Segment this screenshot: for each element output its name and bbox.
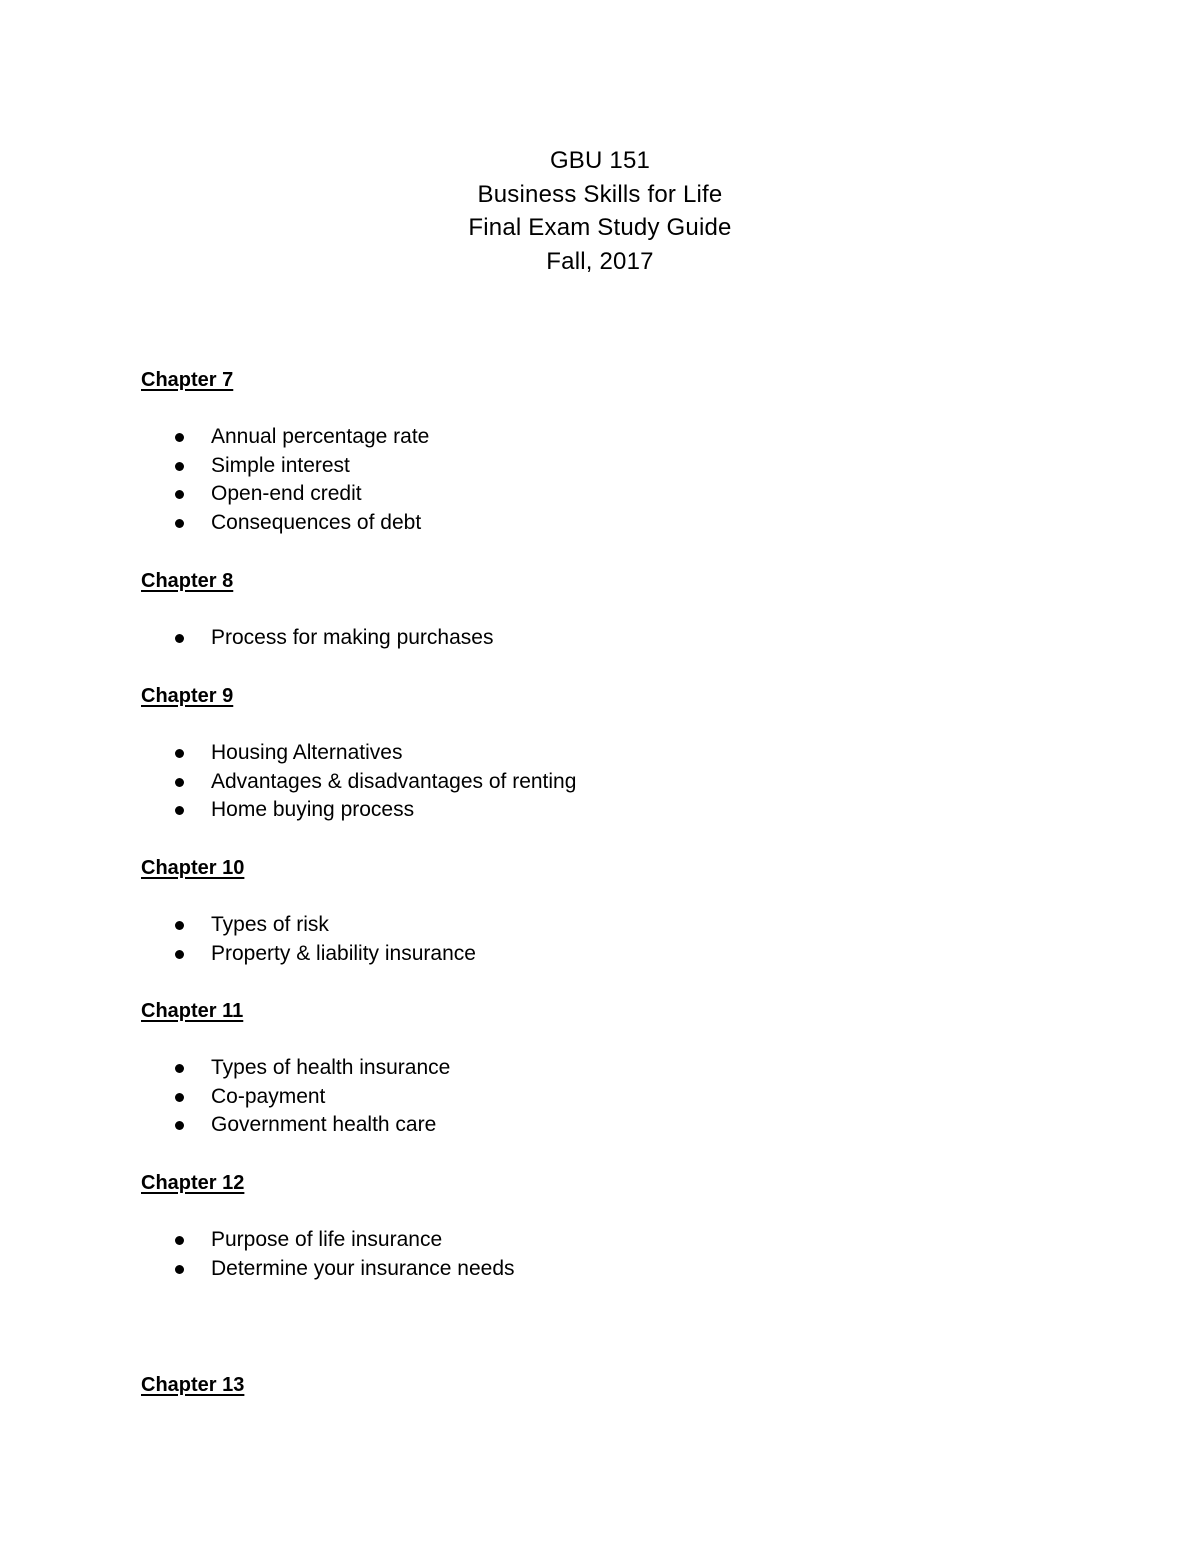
list-item-label: Open-end credit [211, 482, 362, 505]
list-item [141, 1054, 1041, 1083]
bullet-icon [175, 1236, 184, 1245]
topic-list [141, 1054, 1041, 1140]
list-item [141, 796, 1041, 825]
list-item [141, 1255, 1041, 1284]
bullet-icon [175, 634, 184, 643]
list-item-label: Property & liability insurance [211, 941, 476, 965]
course-code: GBU 151 [549, 147, 651, 174]
title-block [0, 144, 1200, 278]
list-item [141, 940, 1041, 969]
chapter-heading: Chapter 13 [141, 1374, 245, 1396]
bullet-icon [175, 519, 184, 528]
chapter-section [141, 567, 1041, 653]
bullet-icon [175, 1265, 184, 1274]
list-item-label: Determine your insurance needs [211, 1256, 515, 1280]
bullet-icon [175, 433, 184, 442]
chapter-heading: Chapter 11 [141, 1000, 244, 1022]
topic-list [141, 739, 1041, 825]
list-item-label: Consequences of debt [211, 510, 422, 534]
list-item [141, 509, 1041, 538]
list-item-label: Purpose of life insurance [211, 1228, 443, 1251]
list-item [141, 480, 1041, 509]
list-item-label: Advantages & disadvantages of renting [211, 769, 577, 793]
list-item [141, 624, 1041, 653]
term: Fall, 2017 [546, 247, 654, 275]
list-item [141, 911, 1041, 940]
list-item-label: Annual percentage rate [211, 425, 430, 448]
list-item [141, 1083, 1041, 1112]
list-item-label: Co-payment [211, 1084, 326, 1108]
chapter-section [141, 997, 1041, 1140]
chapter-heading: Chapter 9 [141, 685, 234, 707]
topic-list [141, 911, 1041, 968]
chapter-section [141, 682, 1041, 825]
bullet-icon [175, 921, 184, 930]
chapter-heading: Chapter 7 [141, 369, 234, 391]
list-item [141, 452, 1041, 481]
list-item [141, 739, 1041, 768]
chapter-section [141, 1371, 1041, 1399]
topic-list [141, 423, 1041, 537]
bullet-icon [175, 778, 184, 787]
chapter-section [141, 854, 1041, 968]
course-name: Business Skills for Life [477, 180, 723, 208]
chapter-heading: Chapter 12 [141, 1172, 245, 1194]
list-item [141, 1111, 1041, 1140]
list-item-label: Simple interest [211, 453, 350, 477]
list-item-label: Government health care [211, 1113, 437, 1136]
list-item [141, 768, 1041, 797]
chapter-section [141, 366, 1041, 537]
bullet-icon [175, 1093, 184, 1102]
chapter-heading: Chapter 10 [141, 857, 245, 879]
document-title: Final Exam Study Guide [468, 214, 732, 241]
chapter-section [141, 1169, 1041, 1283]
bullet-icon [175, 1121, 184, 1130]
bullet-icon [175, 806, 184, 815]
list-item-label: Types of risk [211, 913, 329, 936]
topic-list [141, 624, 1041, 653]
chapter-heading: Chapter 8 [141, 570, 234, 592]
list-item-label: Process for making purchases [211, 626, 494, 649]
list-item-label: Housing Alternatives [211, 741, 403, 764]
bullet-icon [175, 490, 184, 499]
bullet-icon [175, 462, 184, 471]
list-item [141, 1226, 1041, 1255]
bullet-icon [175, 749, 184, 758]
bullet-icon [175, 950, 184, 959]
topic-list [141, 1226, 1041, 1283]
list-item [141, 423, 1041, 452]
bullet-icon [175, 1064, 184, 1073]
list-item-label: Types of health insurance [211, 1056, 451, 1079]
list-item-label: Home buying process [211, 798, 415, 821]
